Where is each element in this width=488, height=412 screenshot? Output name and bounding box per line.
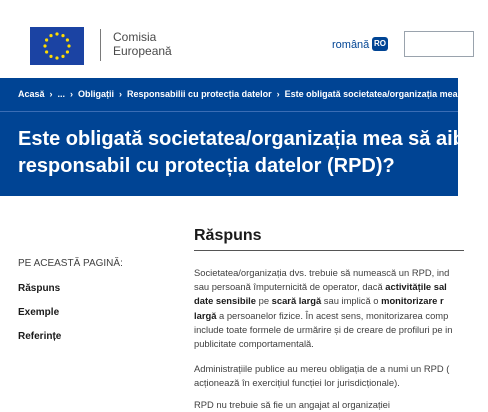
- logo-line-2: Europeană: [113, 44, 172, 58]
- text-span: sau persoană împuternicită de operator, dacă: [194, 281, 386, 293]
- breadcrumb: [18, 89, 486, 99]
- site-header: [0, 0, 458, 78]
- sidebar-link-answer[interactable]: Răspuns: [18, 283, 61, 294]
- page-title-line-1: Este obligată societatea/organizația mea să aibă: [18, 128, 476, 150]
- band-divider: [0, 111, 458, 112]
- logo-divider: [100, 29, 101, 61]
- language-code-badge[interactable]: RO: [372, 37, 388, 51]
- breadcrumb-dpo[interactable]: Responsabilii cu protecția datelor: [127, 89, 272, 99]
- answer-paragraph-1: [194, 266, 474, 351]
- text-line: publicitate comportamentală.: [194, 338, 314, 350]
- bold-text: scară largă: [271, 295, 322, 307]
- answer-paragraph-2: [194, 362, 474, 390]
- section-heading-rule: [194, 250, 464, 251]
- text-line: Administrațiile publice au mereu obligația de a numi un RPD (: [194, 363, 450, 374]
- answer-paragraph-3: RPD nu trebuie să fie un angajat al organizației: [194, 399, 390, 410]
- bold-text: activitățile sal: [385, 281, 447, 293]
- search-input[interactable]: [404, 31, 474, 57]
- bold-text: date sensibile: [194, 295, 257, 307]
- text-span: pe: [256, 295, 272, 307]
- breadcrumb-obligations[interactable]: Obligații: [78, 89, 115, 99]
- text-line: [194, 294, 474, 308]
- text-line: include toate formele de urmărire și de creare de profiluri pe in: [194, 323, 453, 335]
- bold-text: monitorizare r: [381, 295, 444, 307]
- chevron-right-icon: ›: [49, 89, 53, 99]
- chevron-right-icon: ›: [276, 89, 280, 99]
- text-line: acționează în exercițiul funcției lor jurisdicționale).: [194, 377, 400, 389]
- european-commission-logo[interactable]: [16, 14, 172, 62]
- on-this-page-heading: PE ACEASTĂ PAGINĂ:: [18, 258, 123, 269]
- chevron-right-icon: ›: [119, 89, 123, 99]
- sidebar-link-references[interactable]: Referințe: [18, 331, 62, 342]
- section-heading-answer: Răspuns: [194, 227, 262, 244]
- logo-line-1: Comisia: [113, 30, 157, 44]
- text-line: [194, 309, 474, 323]
- text-line: Societatea/organizația dvs. trebuie să numească un RPD, ind: [194, 267, 450, 278]
- text-span: a persoanelor fizice. În acest sens, monitorizarea comp: [216, 309, 449, 321]
- page-title: [18, 126, 488, 180]
- breadcrumb-current: Este obligată societatea/organizația mea să aib: [284, 89, 486, 99]
- sidebar-link-examples[interactable]: Exemple: [18, 307, 60, 318]
- breadcrumb-home[interactable]: Acasă: [18, 89, 45, 99]
- language-selector[interactable]: română: [332, 39, 370, 51]
- chevron-right-icon: ›: [70, 89, 74, 99]
- text-span: sau implică o: [321, 295, 382, 307]
- logo-text: [113, 30, 172, 58]
- eu-flag-icon: [30, 27, 84, 65]
- bold-text: largă: [194, 309, 217, 321]
- text-line: [194, 280, 474, 294]
- breadcrumb-ellipsis[interactable]: ...: [57, 89, 66, 99]
- page-title-line-2: responsabil cu protecția datelor (RPD)?: [18, 155, 395, 177]
